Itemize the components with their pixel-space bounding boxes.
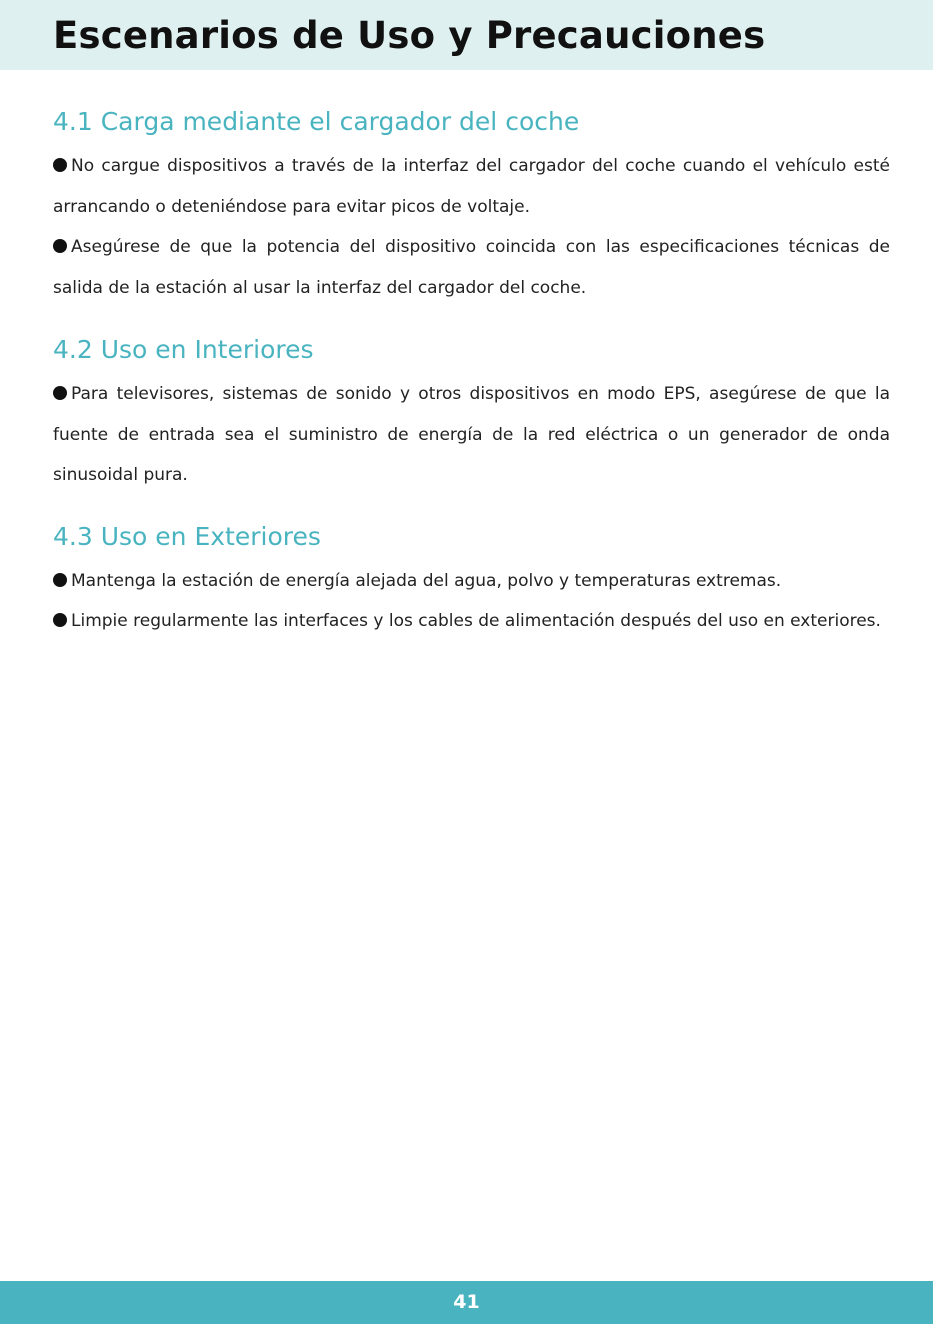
page-number: 41 xyxy=(453,1291,480,1313)
section-heading: 4.2 Uso en Interiores xyxy=(53,335,314,364)
paragraph-text: Para televisores, sistemas de sonido y otros dispositivos en modo EPS, asegúrese de que la fuente de entrada sea el suministro de energía de la red eléctrica o un generador de onda sinusoidal pura. xyxy=(53,384,890,485)
section-car-charger xyxy=(53,104,890,308)
paragraph-text: Asegúrese de que la potencia del dispositivo coincida con las especificaciones técnicas de salida de la estación al usar la interfaz del cargador del coche. xyxy=(53,237,890,298)
section-outdoor-use xyxy=(53,519,890,642)
list-item xyxy=(53,561,890,602)
section-indoor-use xyxy=(53,332,890,496)
list-item xyxy=(53,374,890,496)
bullet-icon xyxy=(53,239,67,253)
section-heading: 4.3 Uso en Exteriores xyxy=(53,521,321,551)
header-band xyxy=(0,0,933,70)
list-item xyxy=(53,146,890,227)
page-title: Escenarios de Uso y Precauciones xyxy=(53,14,766,57)
bullet-icon xyxy=(53,573,67,587)
footer-band xyxy=(0,1281,933,1324)
section-heading: 4.1 Carga mediante el cargador del coche xyxy=(53,107,580,136)
bullet-icon xyxy=(53,158,67,172)
list-item xyxy=(53,601,890,642)
paragraph-text: Mantenga la estación de energía alejada del agua, polvo y temperaturas extremas. xyxy=(71,570,782,591)
paragraph-text: Limpie regularmente las interfaces y los cables de alimentación después del uso en exteriores. xyxy=(71,611,881,631)
bullet-icon xyxy=(53,613,67,627)
paragraph-text: No cargue dispositivos a través de la interfaz del cargador del coche cuando el vehículo esté arrancando o deteniéndose para evitar picos de voltaje. xyxy=(53,156,890,217)
bullet-icon xyxy=(53,386,67,400)
main-content xyxy=(53,96,890,642)
list-item xyxy=(53,227,890,308)
